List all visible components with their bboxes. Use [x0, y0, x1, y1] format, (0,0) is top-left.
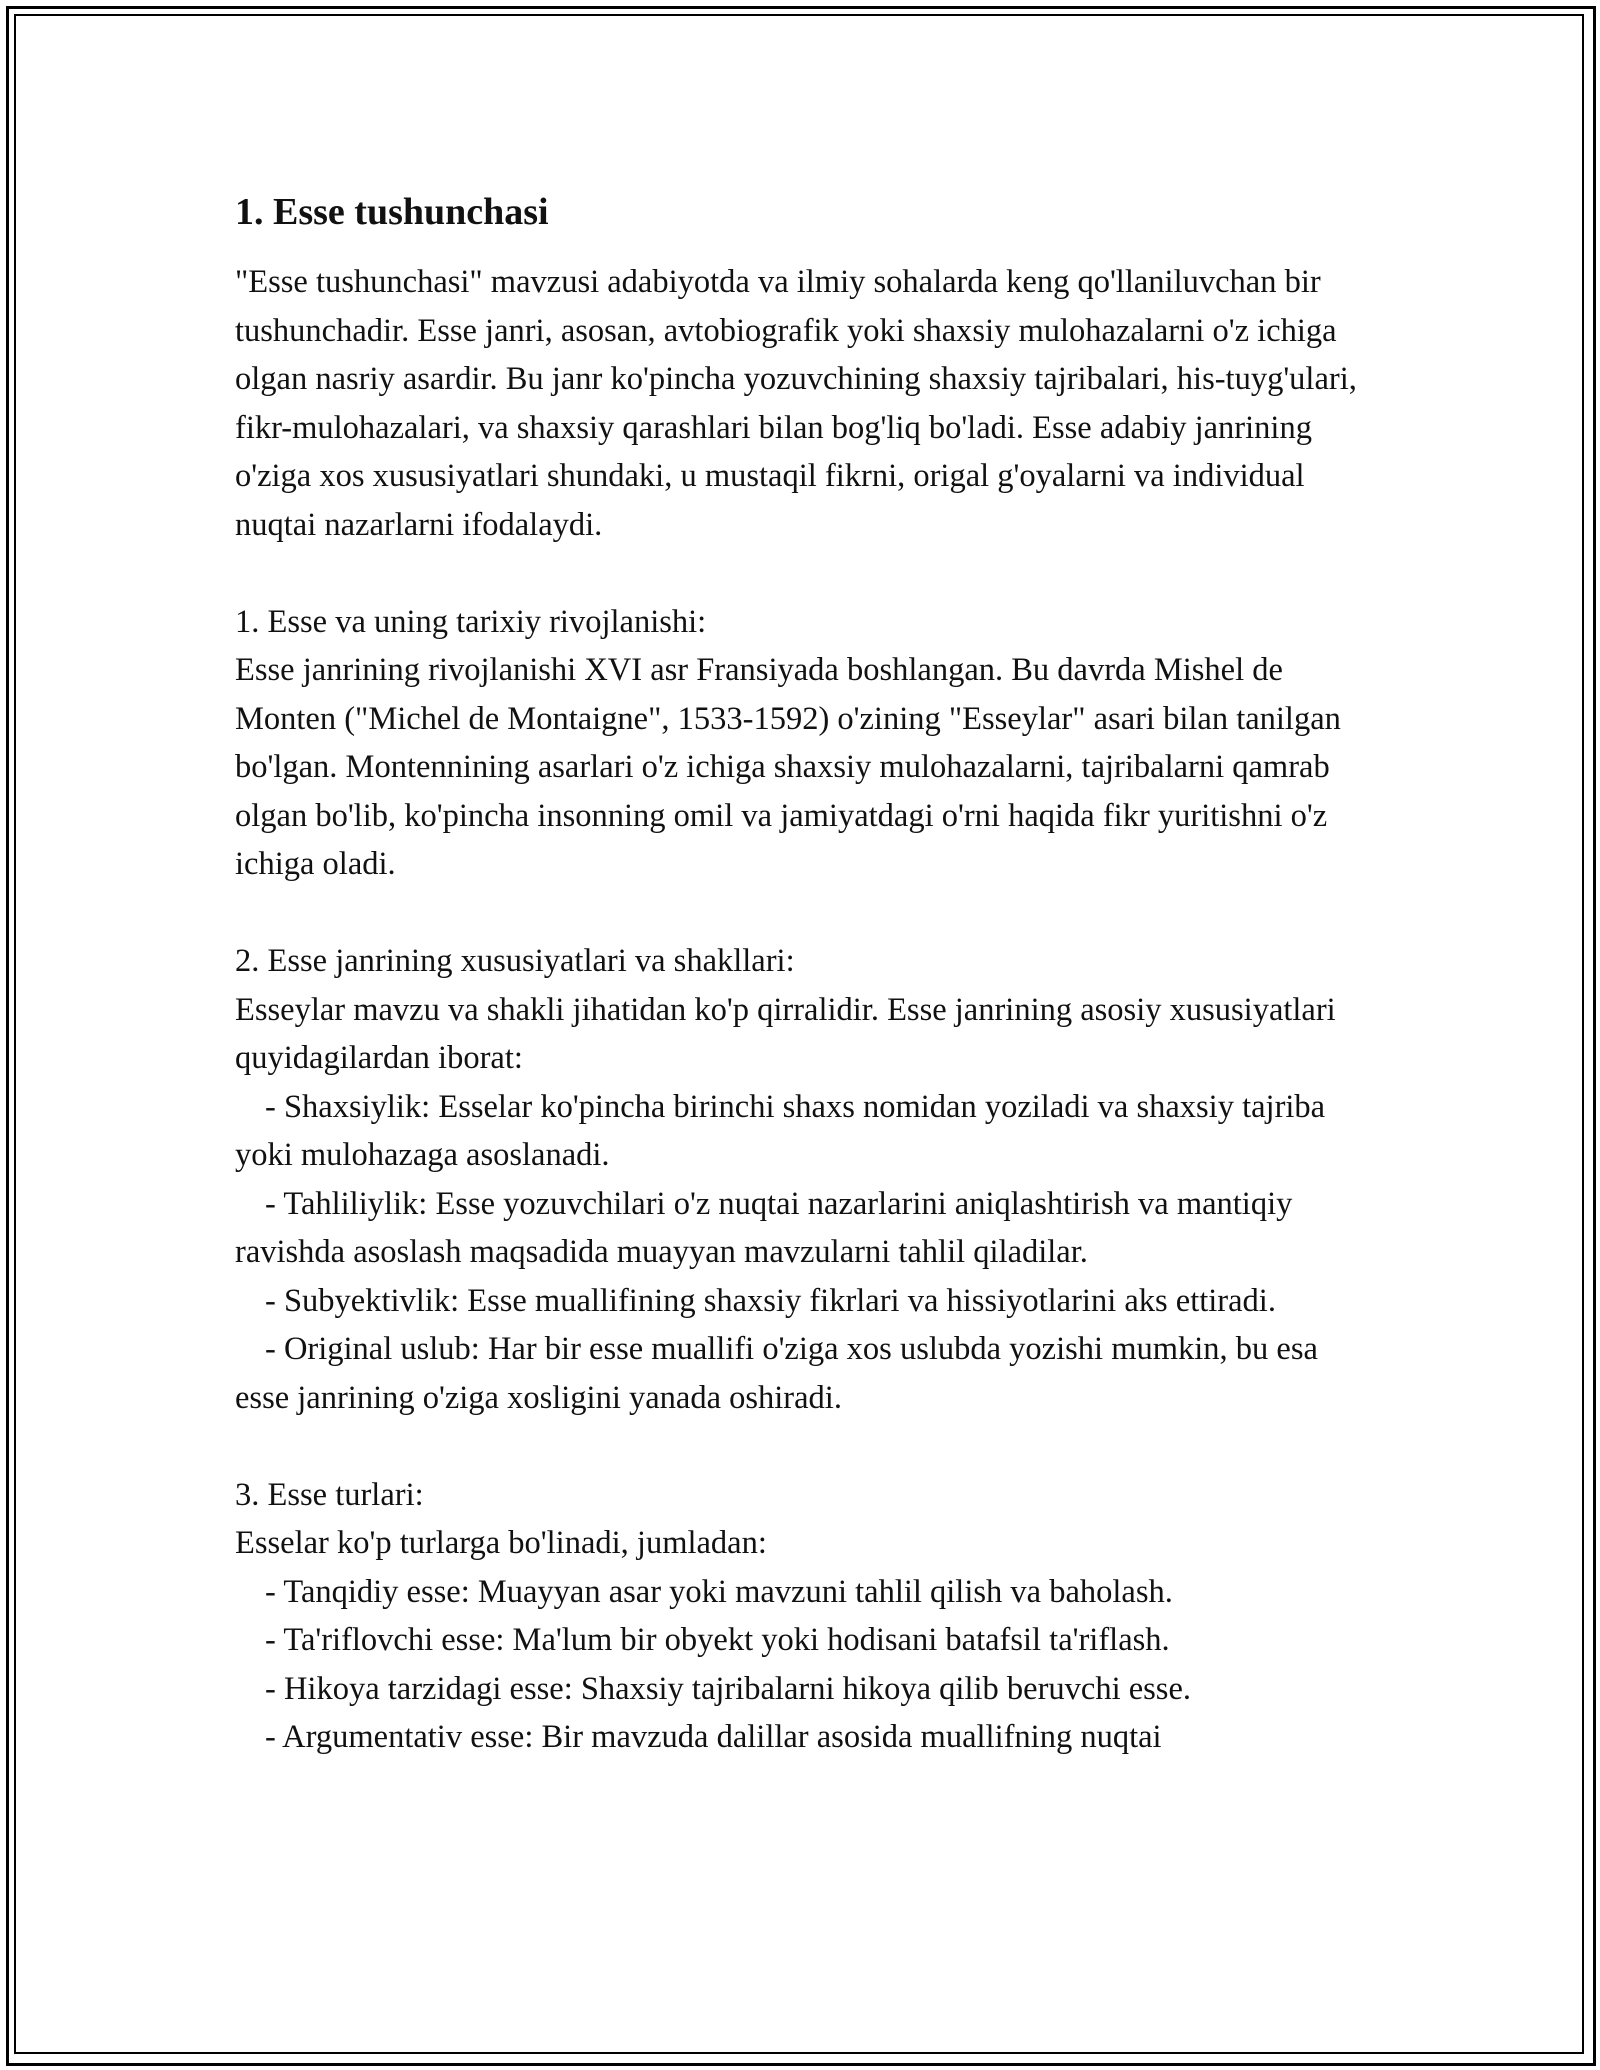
- paragraph-gap: [235, 1422, 1375, 1471]
- section-2-body: Esseylar mavzu va shakli jihatidan ko'p qirralidir. Esse janrining asosiy xususiyatlari quyidagilardan iborat:: [235, 991, 1344, 1076]
- section-3-item: [235, 1568, 1375, 1617]
- section-2-item-text: - Original uslub: Har bir esse muallifi o'ziga xos uslubda yozishi mumkin, bu esa esse janrining o'ziga xosligini yanada oshiradi.: [235, 1331, 1318, 1416]
- section-2-item: [235, 1083, 1375, 1180]
- paragraph-gap: [235, 549, 1375, 598]
- document-heading: 1. Esse tushunchasi: [235, 191, 549, 233]
- section-2-title: 2. Esse janrining xususiyatlari va shakllari:: [235, 943, 795, 979]
- document-body: [235, 188, 1375, 1762]
- paragraph-gap: [235, 889, 1375, 938]
- intro-paragraph: "Esse tushunchasi" mavzusi adabiyotda va ilmiy sohalarda keng qo'llaniluvchan bir tushunchadir. Esse janri, asosan, avtobiografik yoki shaxsiy mulohazalarni o'z ichiga olgan nasriy asardir. Bu janr ko'pincha yozuvchining shaxsiy tajribalari, his-tuyg'ulari, fikr-mulohazalari, va shaxsiy qarashlari bilan bog'liq bo'ladi. Esse adabiy janrining o'ziga xos xususiyatlari shundaki, u mustaqil fikrni, origal g'oyalarni va individual nuqtai nazarlarni ifodalaydi.: [235, 264, 1365, 543]
- section-3-item-text: - Ta'riflovchi esse: Ma'lum bir obyekt yoki hodisani batafsil ta'riflash.: [265, 1622, 1170, 1658]
- section-3-title: 3. Esse turlari:: [235, 1476, 424, 1513]
- section-3-item-text: - Tanqidiy esse: Muayyan asar yoki mavzuni tahlil qilish va baholash.: [265, 1573, 1173, 1610]
- section-1-title: 1. Esse va uning tarixiy rivojlanishi:: [235, 603, 707, 640]
- section-3-item-text: - Hikoya tarzidagi esse: Shaxsiy tajribalarni hikoya qilib beruvchi esse.: [265, 1670, 1191, 1707]
- section-2-item-text: - Subyektivlik: Esse muallifining shaxsiy fikrlari va hissiyotlarini aks ettiradi.: [265, 1282, 1276, 1319]
- section-3-item: [235, 1616, 1375, 1665]
- section-3-item: [235, 1665, 1375, 1714]
- section-3-item-text: - Argumentativ esse: Bir mavzuda dalillar asosida muallifning nuqtai: [265, 1719, 1162, 1755]
- section-2-item: [235, 1325, 1375, 1422]
- section-3-item: [235, 1713, 1375, 1762]
- section-2-item-text: - Tahliliylik: Esse yozuvchilari o'z nuqtai nazarlarini aniqlashtirish va mantiqiy ravishda asoslash maqsadida muayyan mavzularni tahlil qiladilar.: [235, 1185, 1293, 1270]
- section-1-body: Esse janrining rivojlanishi XVI asr Fransiyada boshlangan. Bu davrda Mishel de Monten ("Michel de Montaigne", 1533-1592) o'zining "Esseylar" asari bilan tanilgan bo'lgan. Montennining asarlari o'z ichiga shaxsiy mulohazalarni, tajribalarni qamrab olgan bo'lib, ko'pincha insonning omil va jamiyatdagi o'rni haqida fikr yuritishni o'z ichiga oladi.: [235, 652, 1350, 882]
- section-2-item: [235, 1277, 1375, 1326]
- section-2-item: [235, 1180, 1375, 1277]
- section-3-body: Esselar ko'p turlarga bo'linadi, jumladan:: [235, 1525, 767, 1561]
- section-2-item-text: - Shaxsiylik: Esselar ko'pincha birinchi shaxs nomidan yoziladi va shaxsiy tajriba yoki mulohazaga asoslanadi.: [235, 1088, 1326, 1173]
